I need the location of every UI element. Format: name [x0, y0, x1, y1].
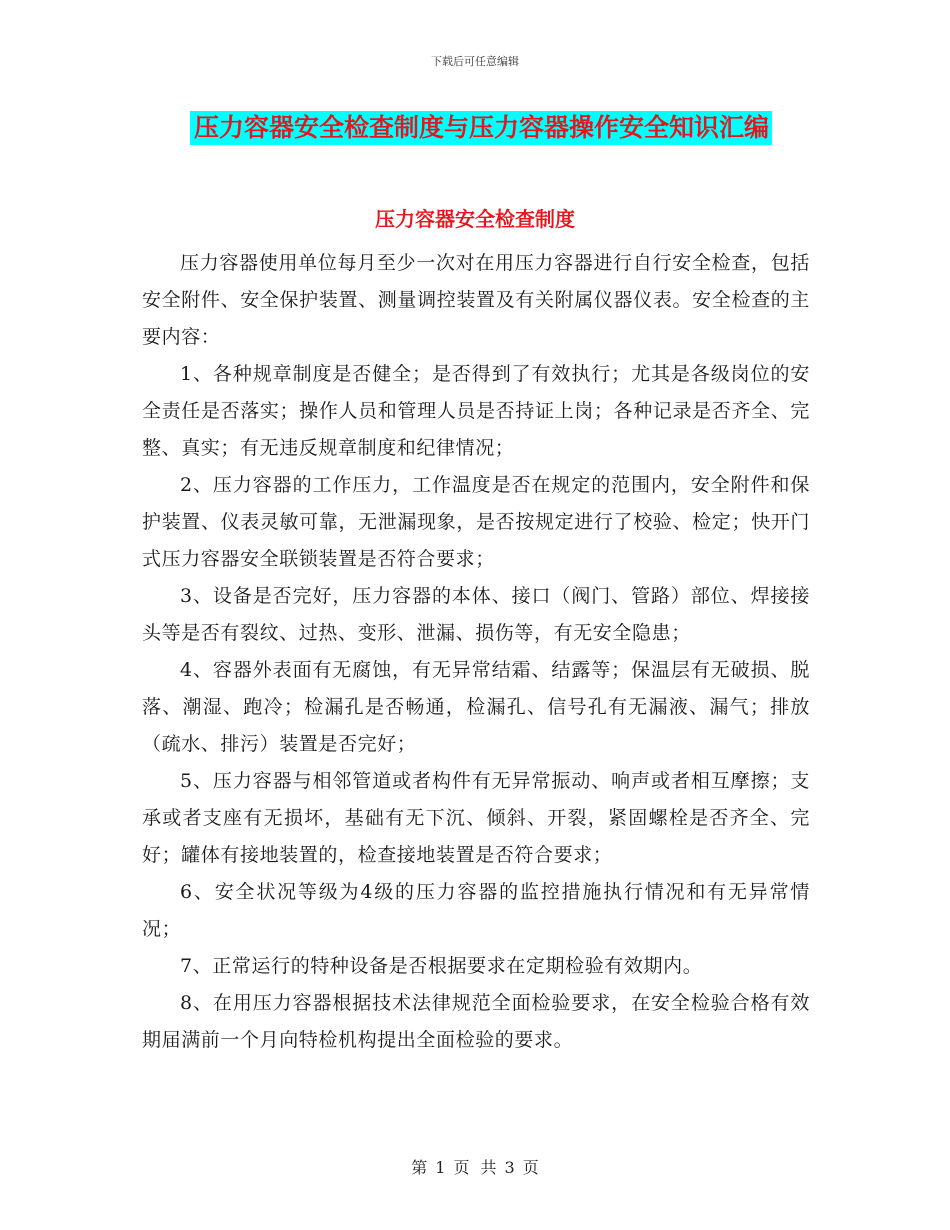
page-label-prefix: 第 [411, 1158, 428, 1177]
list-item-4: 4、容器外表面有无腐蚀，有无异常结霜、结露等；保温层有无破损、脱落、潮湿、跑冷；检漏孔是否畅通，检漏孔、信号孔有无漏液、漏气；排放（疏水、排污）装置是否完好； [142, 659, 810, 755]
list-item-6: 6、安全状况等级为4级的压力容器的监控措施执行情况和有无异常情况； [142, 881, 810, 940]
page-label-mid: 页 共 [453, 1158, 497, 1177]
list-item-8: 8、在用压力容器根据技术法律规范全面检验要求，在安全检验合格有效期届满前一个月向特检机构提出全面检验的要求。 [142, 992, 810, 1051]
list-item-3: 3、设备是否完好，压力容器的本体、接口（阀门、管路）部位、焊接接头等是否有裂纹、过热、变形、泄漏、损伤等，有无安全隐患； [142, 585, 810, 644]
list-item-2: 2、压力容器的工作压力，工作温度是否在规定的范围内，安全附件和保护装置、仪表灵敏可靠，无泄漏现象，是否按规定进行了校验、检定；快开门式压力容器安全联锁装置是否符合要求； [142, 474, 810, 570]
page-header-note: 下载后可任意编辑 [431, 55, 519, 68]
list-item-7: 7、正常运行的特种设备是否根据要求在定期检验有效期内。 [180, 955, 703, 977]
total-pages-number: 3 [504, 1158, 515, 1177]
page-footer [0, 1155, 950, 1178]
page-label-suffix: 页 [522, 1158, 539, 1177]
document-body [142, 245, 810, 1059]
section-title: 压力容器安全检查制度 [375, 207, 575, 231]
document-main-title: 压力容器安全检查制度与压力容器操作安全知识汇编 [190, 111, 772, 145]
intro-paragraph: 压力容器使用单位每月至少一次对在用压力容器进行自行安全检查，包括安全附件、安全保护装置、测量调控装置及有关附属仪器仪表。安全检查的主要内容： [142, 252, 810, 348]
list-item-1: 1、各种规章制度是否健全；是否得到了有效执行；尤其是各级岗位的安全责任是否落实；操作人员和管理人员是否持证上岗；各种记录是否齐全、完整、真实；有无违反规章制度和纪律情况； [142, 363, 810, 459]
current-page-number: 1 [435, 1158, 446, 1177]
list-item-5: 5、压力容器与相邻管道或者构件有无异常振动、响声或者相互摩擦；支承或者支座有无损坏，基础有无下沉、倾斜、开裂，紧固螺栓是否齐全、完好；罐体有接地装置的，检查接地装置是否符合要求； [142, 770, 810, 866]
